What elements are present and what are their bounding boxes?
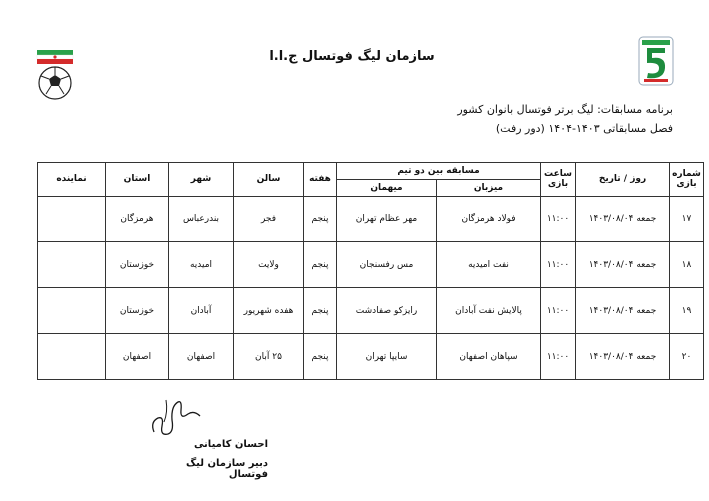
table-row <box>38 196 704 242</box>
handwritten-signature-icon <box>148 392 208 446</box>
guest-team: رایزکو صفادشت <box>337 288 437 334</box>
hall: فجر <box>234 196 304 242</box>
hall: هفده شهریور <box>234 288 304 334</box>
hall: ولایت <box>234 242 304 288</box>
organization-title: سازمان لیگ فوتسال ج.ا.ا <box>269 49 435 64</box>
header-hall: سالن <box>234 163 304 197</box>
header-row <box>38 163 704 180</box>
city: اصفهان <box>169 334 234 380</box>
city: آبادان <box>169 288 234 334</box>
province: اصفهان <box>106 334 169 380</box>
host-team: نفت امیدیه <box>437 242 541 288</box>
match-date: جمعه ۱۴۰۳/۰۸/۰۴ <box>576 196 670 242</box>
host-team: فولاد هرمزگان <box>437 196 541 242</box>
signatory-role: دبیر سازمان لیگ فوتسال <box>185 458 268 480</box>
representative <box>38 334 106 380</box>
week: پنجم <box>304 196 337 242</box>
match-date: جمعه ۱۴۰۳/۰۸/۰۴ <box>576 242 670 288</box>
header-province: استان <box>106 163 169 197</box>
header-city: شهر <box>169 163 234 197</box>
header-time: ساعت بازی <box>541 163 576 197</box>
province: هرمزگان <box>106 196 169 242</box>
season-name: فصل مسابقاتی ۱۴۰۳-۱۴۰۴ (دور رفت) <box>495 122 673 135</box>
header-representative: نماینده <box>38 163 106 197</box>
guest-team: مس رفسنجان <box>337 242 437 288</box>
federation-emblem-icon <box>34 48 76 102</box>
representative <box>38 196 106 242</box>
week: پنجم <box>304 334 337 380</box>
match-no: ۱۷ <box>670 196 704 242</box>
schedule-table <box>37 162 704 380</box>
match-time: ۱۱:۰۰ <box>541 242 576 288</box>
host-team: پالایش نفت آبادان <box>437 288 541 334</box>
representative <box>38 288 106 334</box>
header-host: میزبان <box>437 179 541 196</box>
signatory-name: احسان کامیانی <box>193 439 268 450</box>
province: خوزستان <box>106 242 169 288</box>
city: بندرعباس <box>169 196 234 242</box>
header-guest: میهمان <box>337 179 437 196</box>
match-date: جمعه ۱۴۰۳/۰۸/۰۴ <box>576 288 670 334</box>
match-time: ۱۱:۰۰ <box>541 196 576 242</box>
header-match-no: شماره بازی <box>670 163 704 197</box>
match-time: ۱۱:۰۰ <box>541 288 576 334</box>
match-time: ۱۱:۰۰ <box>541 334 576 380</box>
header-week: هفته <box>304 163 337 197</box>
competition-name: برنامه مسابقات: لیگ برتر فوتسال بانوان کشور <box>457 103 673 116</box>
province: خوزستان <box>106 288 169 334</box>
week: پنجم <box>304 242 337 288</box>
league-logo-icon <box>638 36 674 86</box>
table-row <box>38 242 704 288</box>
table-row <box>38 288 704 334</box>
header-match: مسابقه بین دو تیم <box>337 163 541 180</box>
guest-team: مهر عظام تهران <box>337 196 437 242</box>
host-team: سپاهان اصفهان <box>437 334 541 380</box>
representative <box>38 242 106 288</box>
match-no: ۱۹ <box>670 288 704 334</box>
week: پنجم <box>304 288 337 334</box>
match-no: ۲۰ <box>670 334 704 380</box>
hall: ۲۵ آبان <box>234 334 304 380</box>
match-no: ۱۸ <box>670 242 704 288</box>
guest-team: سایپا تهران <box>337 334 437 380</box>
match-date: جمعه ۱۴۰۳/۰۸/۰۴ <box>576 334 670 380</box>
city: امیدیه <box>169 242 234 288</box>
table-row <box>38 334 704 380</box>
header-date: روز / تاریخ <box>576 163 670 197</box>
